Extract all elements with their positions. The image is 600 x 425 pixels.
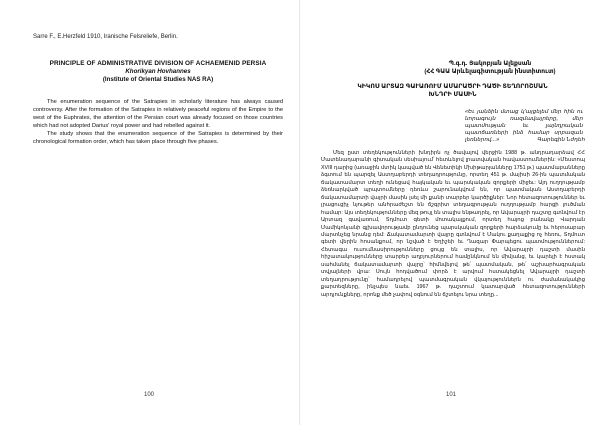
page-number: 101 [446, 392, 457, 398]
right-page [300, 0, 600, 425]
page-number: 100 [144, 392, 155, 398]
epigraph-author: Գարեգին Նժդեհ [537, 137, 585, 143]
armenian-title-line: ԽՆԴՐԻ ՄԱՍԻՆ [428, 91, 477, 98]
armenian-author-name: Պ.գ.դ. Յակոբյան Ալեքսան [448, 61, 532, 67]
armenian-author-affiliation: (ՀՀ ԳԱԱ Արևելագիտության ինստիտուտ) [424, 69, 556, 75]
armenian-body-paragraph: Մեզ ըստ տեղեկությունների խնդիրն ոչ ծավալով վերջին 1988 թ. անդրադարձավ ՀՀ Մատենադարանի գիտական սեսիայում՝ հետևելով լրատվական հավաստումներին: «Մեստոպ XVIII դարից (առաջին մտիկ կապված են Վենետիկի Մխիթարյանները 1751 թ.) պատմաբանները ձգտում են պարզել Աստղաբերդի տեղադրությունը, որտեղ 451 թ. մայիսի 26-ին պատմական ճակատամարտ տեղի ունեցավ հայկական եւ պարսկական զորքերի միջեւ: Այդ ուղղությամբ ձեռնարկված պրպտումները դեռևս շարունակվում են, որ պատմական Աստղաբերդի ճակատամարտի վայրի մասին լսել մի քանի տարբեր կարծիքներ: Նոր հետազոտություններ եւ լրացուցիչ նյութեր անհրաժեշտ են ճշգրիտ տեղագրության ուղղությամբ հարցի լուծման համար: Այս տեղեկությունները մեզ թույլ են տալիս ենթադրել, որ Ավարայրի դաշտը գտնվում էր Արտազ գավառում, Տղմուտ գետի մոտակայքում, որտեղ հայոց բանակը Վարդան Մամիկոնյանի գլխավորությամբ ընդունեց պարսկական զորքերի հարձակումը եւ հերոսաբար մարտնչեց նրանց դեմ: Ճակատամարտի վայրը գտնվում է Մակու քաղաքից ոչ հեռու, Տղմուտ գետի վերին հոսանքում, որ նշված է Եղիշեի եւ Ղազար Փարպեցու պատմություններում: Հետագա ուսումնասիրությունները ցույց են տալիս, որ Ավարայրի դաշտի մասին հիշատակությունները տարբեր աղբյուրներում համընկնում են միմյանց, եւ կարելի է հստակ սահմանել ճակատամարտի վայրը՝ հիմնվելով թե՛ պատմական, թե՛ աշխարհագրական տվյալների վրա: Սույն հոդվածում փորձ է արվում հստակեցնել Ավարայրի դաշտի տեղադրությունը՝ համադրելով պատմագրական վկայություններն ու ժամանակակից քարտեզները, ինչպես նաեւ 1967 թ. դաշտում կատարված հետազոտությունների արդյունքները, որոնք մեծ չափով օգնում են ճշտելու նրա տեղը... [321, 150, 585, 298]
article-title: PRINCIPLE OF ADMINISTRATIVE DIVISION OF ACHAEMENID PERSIA [49, 60, 267, 67]
author-affiliation: (Institute of Oriental Studies NAS RA) [102, 76, 214, 83]
armenian-title-line: ԿԻԿՈՍ ԱՐՏԱԶ ԳԱՒԱՌՈՒՄ ԱՄԱՐԱԾՐԻ ԴԱԾԻ ՏԵՂՈՐՈՇՄԱՆ [357, 83, 548, 90]
armenian-article-title [320, 83, 585, 99]
bibliography-reference: Sarre F., E.Herzfeld 1910, Iranische Felsreliefe, Berlin. [33, 34, 178, 40]
article-header [33, 60, 283, 83]
author-name: Khorikyan Hovhannes [125, 68, 191, 75]
armenian-body [321, 150, 585, 299]
abstract-paragraph: The study shows that the enumeration sequence of the Satrapies is determined by their chronological formation order, which has taken place through five phases. [33, 131, 283, 145]
abstract-body [33, 98, 283, 146]
armenian-author-block [400, 60, 580, 76]
abstract-paragraph: The enumeration sequence of the Satrapies in scholarly literature has always caused controversy. After the formation of the Satrapies in relatively peaceful regions of the Empire to the west of the Euphrates, the attention of the Persian court was already focused on those countries which had not adopted Darius' royal power and had rebelled against it. [33, 99, 283, 129]
epigraph: «Եւ յանձին մտաց կ'այցելեմ մեր հին ու նորագույն ռազմավայրերը, մեր պատմության եւ լայնդրական պատճառների ինձ համար սրբազան լեռներով...» [465, 109, 583, 143]
